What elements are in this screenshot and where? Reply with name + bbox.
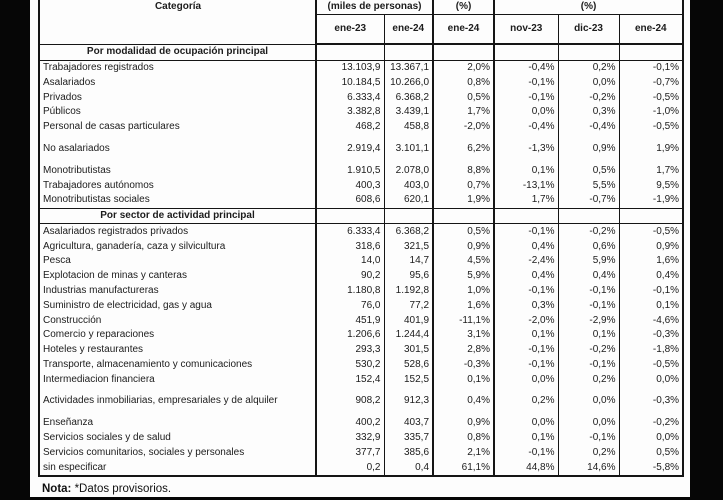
empty-cell: [619, 44, 683, 60]
value-cell: 0,0%: [494, 409, 558, 431]
empty-cell: [494, 44, 558, 60]
value-cell: -1,8%: [619, 343, 683, 358]
value-cell: 0,1%: [558, 328, 619, 343]
group-header-percent-yoy: (%): [433, 0, 494, 14]
empty-cell: [558, 44, 619, 60]
table-row: [39, 431, 683, 446]
value-cell: -0,4%: [494, 60, 558, 75]
category-cell: Asalariados: [43, 76, 96, 88]
value-cell: 0,4%: [558, 269, 619, 284]
category-cell: Actividades inmobiliarias, empresariales y de alquiler: [43, 395, 278, 407]
table-row: [39, 105, 683, 120]
footnote-text: *Datos provisorios.: [71, 483, 172, 495]
value-cell: 468,2: [316, 120, 384, 135]
value-cell: -13,1%: [494, 178, 558, 193]
value-cell: 0,2%: [558, 445, 619, 460]
category-cell: Públicos: [43, 106, 81, 118]
value-cell: -2,0%: [433, 120, 494, 135]
category-cell: Explotacion de minas y canteras: [43, 270, 187, 282]
value-cell: 2.078,0: [384, 156, 433, 178]
value-cell: -0,2%: [558, 90, 619, 105]
value-cell: 1.192,8: [384, 284, 433, 299]
value-cell: 332,9: [316, 431, 384, 446]
category-cell: Hoteles y restaurantes: [43, 344, 144, 356]
value-cell: -0,3%: [619, 387, 683, 409]
value-cell: 0,4%: [619, 269, 683, 284]
value-cell: 301,5: [384, 343, 433, 358]
value-cell: 0,9%: [433, 409, 494, 431]
value-cell: 1.244,4: [384, 328, 433, 343]
value-cell: -0,1%: [558, 298, 619, 313]
value-cell: 0,9%: [558, 135, 619, 157]
value-cell: -0,5%: [619, 120, 683, 135]
value-cell: 2,1%: [433, 445, 494, 460]
value-cell: 1,6%: [433, 298, 494, 313]
value-cell: 0,8%: [433, 431, 494, 446]
value-cell: 6.368,2: [384, 90, 433, 105]
value-cell: 0,2: [316, 460, 384, 476]
value-cell: -0,3%: [433, 358, 494, 373]
value-cell: 6.333,4: [316, 224, 384, 239]
value-cell: 2,0%: [433, 60, 494, 75]
value-cell: -0,1%: [558, 284, 619, 299]
category-cell: Intermediacion financiera: [43, 373, 155, 385]
category-cell: Comercio y reparaciones: [43, 329, 155, 341]
value-cell: 385,6: [384, 445, 433, 460]
value-cell: -1,0%: [619, 105, 683, 120]
category-cell: Servicios sociales y de salud: [43, 432, 171, 444]
value-cell: 400,3: [316, 178, 384, 193]
footnote-label: Nota:: [42, 483, 72, 495]
value-cell: 0,1%: [433, 372, 494, 387]
value-cell: -0,4%: [494, 120, 558, 135]
value-cell: 0,0%: [558, 387, 619, 409]
table-row: [39, 409, 683, 431]
value-cell: 401,9: [384, 313, 433, 328]
table-row: [39, 120, 683, 135]
value-cell: 0,4%: [433, 387, 494, 409]
value-cell: 14,7: [384, 254, 433, 269]
value-cell: 400,2: [316, 409, 384, 431]
value-cell: 377,7: [316, 445, 384, 460]
value-cell: -11,1%: [433, 313, 494, 328]
registered-workers-table: [38, 0, 684, 477]
value-cell: 528,6: [384, 358, 433, 373]
group-header-row: [39, 0, 683, 14]
table-row: [39, 460, 683, 476]
category-column-header: Categoría: [39, 0, 316, 44]
value-cell: 6.368,2: [384, 224, 433, 239]
value-cell: 152,4: [316, 372, 384, 387]
category-cell: Monotributistas: [43, 164, 111, 176]
value-cell: -0,2%: [558, 343, 619, 358]
value-cell: 4,5%: [433, 254, 494, 269]
column-header-nov23: nov-23: [494, 14, 558, 44]
value-cell: 1.206,6: [316, 328, 384, 343]
value-cell: 3.439,1: [384, 105, 433, 120]
category-cell: Agricultura, ganadería, caza y silvicultura: [43, 240, 226, 252]
value-cell: 1,9%: [619, 135, 683, 157]
value-cell: 0,4%: [494, 239, 558, 254]
table-row: [39, 254, 683, 269]
column-header-pct-ene24-monthly: ene-24: [619, 14, 683, 44]
value-cell: -0,1%: [494, 343, 558, 358]
value-cell: -0,1%: [558, 431, 619, 446]
empty-cell: [316, 208, 384, 224]
footnote: [42, 483, 171, 495]
value-cell: -0,5%: [619, 358, 683, 373]
value-cell: 0,5%: [433, 90, 494, 105]
value-cell: -1,3%: [494, 135, 558, 157]
value-cell: -0,5%: [619, 90, 683, 105]
value-cell: 530,2: [316, 358, 384, 373]
group-header-thousands: (miles de personas): [316, 0, 433, 14]
category-cell: Enseñanza: [43, 417, 94, 429]
value-cell: -0,2%: [558, 224, 619, 239]
value-cell: 0,1%: [619, 298, 683, 313]
value-cell: 1,7%: [494, 193, 558, 208]
empty-cell: [494, 208, 558, 224]
value-cell: 0,0%: [619, 431, 683, 446]
value-cell: 908,2: [316, 387, 384, 409]
value-cell: 0,1%: [494, 156, 558, 178]
empty-cell: [384, 208, 433, 224]
empty-cell: [384, 44, 433, 60]
category-cell: Monotributistas sociales: [43, 194, 150, 206]
value-cell: -2,9%: [558, 313, 619, 328]
category-cell: Construcción: [43, 314, 102, 326]
category-cell: Servicios comunitarios, sociales y personales: [43, 446, 245, 458]
value-cell: -0,4%: [558, 120, 619, 135]
value-cell: 0,5%: [619, 445, 683, 460]
value-cell: 0,2%: [494, 387, 558, 409]
value-cell: 0,1%: [494, 431, 558, 446]
value-cell: 318,6: [316, 239, 384, 254]
empty-cell: [433, 208, 494, 224]
value-cell: 403,7: [384, 409, 433, 431]
value-cell: 2.919,4: [316, 135, 384, 157]
value-cell: -5,8%: [619, 460, 683, 476]
empty-cell: [619, 208, 683, 224]
value-cell: -2,4%: [494, 254, 558, 269]
section-title: Por sector de actividad principal: [39, 208, 316, 224]
value-cell: 14,0: [316, 254, 384, 269]
table-row: [39, 156, 683, 178]
value-cell: 0,0%: [494, 105, 558, 120]
category-cell: Personal de casas particulares: [43, 121, 180, 133]
value-cell: 95,6: [384, 269, 433, 284]
value-cell: 76,0: [316, 298, 384, 313]
value-cell: 0,2%: [558, 372, 619, 387]
value-cell: 0,5%: [558, 156, 619, 178]
value-cell: 1,9%: [433, 193, 494, 208]
value-cell: 620,1: [384, 193, 433, 208]
value-cell: -0,3%: [619, 328, 683, 343]
value-cell: -1,9%: [619, 193, 683, 208]
value-cell: -0,1%: [494, 75, 558, 90]
value-cell: 1,7%: [619, 156, 683, 178]
value-cell: 1,0%: [433, 284, 494, 299]
value-cell: 1.180,8: [316, 284, 384, 299]
value-cell: 10.184,5: [316, 75, 384, 90]
table-row: [39, 387, 683, 409]
table-row: [39, 372, 683, 387]
category-cell: Industrias manufactureras: [43, 285, 159, 296]
value-cell: -0,5%: [619, 224, 683, 239]
value-cell: 0,0%: [558, 75, 619, 90]
value-cell: -0,1%: [619, 60, 683, 75]
table-row: [39, 445, 683, 460]
value-cell: 293,3: [316, 343, 384, 358]
empty-cell: [433, 44, 494, 60]
value-cell: 458,8: [384, 120, 433, 135]
value-cell: 5,5%: [558, 178, 619, 193]
value-cell: 152,5: [384, 372, 433, 387]
group-header-percent-monthly: (%): [494, 0, 683, 14]
value-cell: 0,8%: [433, 75, 494, 90]
value-cell: 403,0: [384, 178, 433, 193]
value-cell: 0,9%: [433, 239, 494, 254]
value-cell: 0,3%: [558, 105, 619, 120]
value-cell: 10.266,0: [384, 75, 433, 90]
table-row: [39, 60, 683, 75]
category-cell: sin especificar: [43, 461, 107, 473]
value-cell: -0,1%: [494, 284, 558, 299]
category-cell: Transporte, almacenamiento y comunicaciones: [43, 358, 253, 370]
value-cell: 14,6%: [558, 460, 619, 476]
value-cell: 5,9%: [433, 269, 494, 284]
section-row: [39, 208, 683, 224]
table-row: [39, 224, 683, 239]
value-cell: -0,7%: [558, 193, 619, 208]
category-cell: Trabajadores autónomos: [43, 179, 154, 191]
table-row: [39, 269, 683, 284]
value-cell: 0,5%: [433, 224, 494, 239]
value-cell: 1.910,5: [316, 156, 384, 178]
table-row: [39, 313, 683, 328]
value-cell: 608,6: [316, 193, 384, 208]
value-cell: -0,1%: [619, 284, 683, 299]
value-cell: -0,2%: [619, 409, 683, 431]
empty-cell: [316, 44, 384, 60]
table-row: [39, 193, 683, 208]
value-cell: 44,8%: [494, 460, 558, 476]
table-row: [39, 343, 683, 358]
value-cell: -0,1%: [494, 90, 558, 105]
value-cell: 0,9%: [619, 239, 683, 254]
table-row: [39, 328, 683, 343]
value-cell: 0,0%: [558, 409, 619, 431]
category-cell: Pesca: [43, 255, 71, 267]
table-row: [39, 239, 683, 254]
table-row: [39, 284, 683, 299]
value-cell: 0,3%: [494, 298, 558, 313]
value-cell: 61,1%: [433, 460, 494, 476]
value-cell: 451,9: [316, 313, 384, 328]
value-cell: -2,0%: [494, 313, 558, 328]
value-cell: -0,1%: [558, 358, 619, 373]
value-cell: 2,8%: [433, 343, 494, 358]
column-header-pct-ene24: ene-24: [433, 14, 494, 44]
column-header-dic23: dic-23: [558, 14, 619, 44]
value-cell: -0,7%: [619, 75, 683, 90]
column-header-ene23: ene-23: [316, 14, 384, 44]
value-cell: 335,7: [384, 431, 433, 446]
value-cell: 0,0%: [494, 372, 558, 387]
value-cell: 3,1%: [433, 328, 494, 343]
value-cell: 0,1%: [494, 328, 558, 343]
category-cell: Asalariados registrados privados: [43, 225, 189, 237]
document-page: [30, 0, 690, 497]
table-row: [39, 135, 683, 157]
value-cell: 912,3: [384, 387, 433, 409]
category-cell: Suministro de electricidad, gas y agua: [43, 299, 212, 311]
value-cell: 0,4%: [494, 269, 558, 284]
table-row: [39, 358, 683, 373]
value-cell: 1,6%: [619, 254, 683, 269]
category-cell: Privados: [43, 91, 82, 103]
value-cell: -0,1%: [494, 224, 558, 239]
value-cell: 0,0%: [619, 372, 683, 387]
value-cell: 6.333,4: [316, 90, 384, 105]
value-cell: 13.367,1: [384, 60, 433, 75]
value-cell: 6,2%: [433, 135, 494, 157]
value-cell: -4,6%: [619, 313, 683, 328]
value-cell: 77,2: [384, 298, 433, 313]
section-title: Por modalidad de ocupación principal: [39, 44, 316, 60]
value-cell: 90,2: [316, 269, 384, 284]
category-cell: Trabajadores registrados: [43, 62, 154, 74]
section-row: [39, 44, 683, 60]
value-cell: 13.103,9: [316, 60, 384, 75]
value-cell: 1,7%: [433, 105, 494, 120]
value-cell: -0,1%: [494, 358, 558, 373]
value-cell: 9,5%: [619, 178, 683, 193]
value-cell: 3.101,1: [384, 135, 433, 157]
value-cell: 0,2%: [558, 60, 619, 75]
empty-cell: [558, 208, 619, 224]
value-cell: -0,1%: [494, 445, 558, 460]
value-cell: 5,9%: [558, 254, 619, 269]
column-header-ene24: ene-24: [384, 14, 433, 44]
value-cell: 3.382,8: [316, 105, 384, 120]
table-row: [39, 178, 683, 193]
value-cell: 8,8%: [433, 156, 494, 178]
value-cell: 321,5: [384, 239, 433, 254]
table-row: [39, 298, 683, 313]
category-cell: No asalariados: [43, 142, 110, 154]
table-row: [39, 75, 683, 90]
table-row: [39, 90, 683, 105]
value-cell: 0,4: [384, 460, 433, 476]
value-cell: 0,7%: [433, 178, 494, 193]
value-cell: 0,6%: [558, 239, 619, 254]
